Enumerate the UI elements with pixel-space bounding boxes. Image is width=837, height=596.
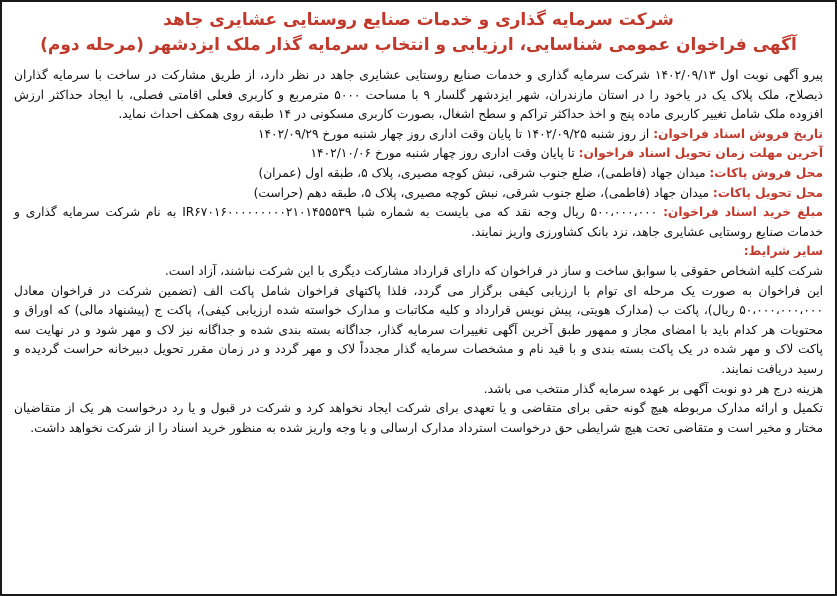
company-title: شرکت سرمایه گذاری و خدمات صنایع روستایی عشایری جاهد	[163, 10, 674, 30]
detail-label: محل تحویل پاکات:	[712, 185, 823, 200]
notice-header	[14, 8, 823, 58]
intro-paragraph: پیرو آگهی نوبت اول ۱۴۰۲/۰۹/۱۳ شرکت سرمایه گذاری و خدمات صنایع روستایی عشایری جاهد در نظر دارد، از طریق مشارکت در ساخت با سرمایه گذاران ذیصلاح، ملک پلاک یک در یاخود را در استان مازندران، شهر ایزدشهر گلسار ۹ با مساحت ۵۰۰۰ مترمربع و کاربری فعلی اقامتی فصلی، با ایجاد حداکثر ارزش افزوده ملک شامل تغییر کاربری ماده پنج و اخذ حداکثر تراکم و سطح اشغال، بصورت کاربری مسکونی در ۱۴ طبقه روی همکف احداث نماید.	[14, 68, 823, 122]
terms-paragraph: این فراخوان به صورت یک مرحله ای توام با ارزیابی کیفی برگزار می گردد، فلذا پاکتهای فراخوان شامل پاکت الف (تضمین شرکت در فراخوان معادل ۵۰،۰۰۰،۰۰۰،۰۰۰ ریال)، پاکت ب (مدارک هویتی، پیش نویس قرارداد و کلیه مکاتبات و مدارک خواسته شده ارزیابی کیفی)، پاکت ج (پیشنهاد مالی) که اوراق و محتویات هر کدام باید با امضای مجاز و ممهور طبق آخرین آگهی تغییرات سرمایه گذار، جداگانه بسته بندی شده و جداگانه نیز لاک و مهر شود و در نهایت سه پاکت لاک و مهر شده در یک پاکت بسته بندی و با قید نام و مشخصات سرمایه گذار مجدداً لاک و مهر گردد و در زمان مقرر تحویل دبیرخانه حراست گردیده و رسید دریافت نمایند.	[14, 283, 823, 376]
detail-value: ۵۰۰،۰۰۰،۰۰۰ ریال وجه نقد که می بایست به شماره شبا IR۶۷۰۱۶۰۰۰۰۰۰۰۰۰۲۱۰۱۴۵۵۵۳۹ به نام شرکت سرمایه گذاری و خدمات صنایع روستایی عشایری جاهد، نزد بانک کشاورزی واریز نمایند.	[14, 205, 823, 239]
detail-value: از روز شنبه ۱۴۰۲/۰۹/۲۵ تا پایان وقت اداری روز چهار شنبه مورخ ۱۴۰۲/۰۹/۲۹	[257, 126, 654, 141]
detail-value: میدان جهاد (فاطمی)، ضلع جنوب شرقی، نبش کوچه مصیری، پلاک ۵، طبقه اول (عمران)	[258, 165, 710, 180]
terms-paragraph: شرکت کلیه اشخاص حقوقی با سوابق ساخت و ساز در فراخوان که دارای قرارداد مشارکت دیگری با این شرکت نباشند، آزاد است.	[164, 263, 823, 278]
detail-deadline	[14, 144, 823, 164]
detail-sale-location	[14, 164, 823, 184]
detail-sale-date	[14, 125, 823, 145]
detail-delivery-location	[14, 184, 823, 204]
notice-subtitle: آگهی فراخوان عمومی شناسایی، ارزیابی و انتخاب سرمایه گذار ملک ایزدشهر (مرحله دوم)	[40, 35, 797, 55]
detail-label: تاریخ فروش اسناد فراخوان:	[653, 126, 823, 141]
detail-value: میدان جهاد (فاطمی)، ضلع جنوب شرقی، نبش کوچه مصیری، پلاک ۵، طبقه دهم (حراست)	[253, 185, 713, 200]
terms-paragraph: هزینه درج هر دو نوبت آگهی بر عهده سرمایه گذار منتخب می باشد.	[483, 381, 823, 396]
other-terms-heading: سایر شرایط:	[743, 244, 823, 259]
terms-paragraph: تکمیل و ارائه مدارک مربوطه هیچ گونه حقی برای متقاضی و یا تعهدی برای شرکت ایجاد نخواهد کرد و شرکت در قبول و یا رد درخواست هر یک از متقاضیان مختار و مخیر است و متقاضی تحت هیچ شرایطی حق درخواست استرداد مدارک ارسالی و یا وجه واریز شده به منظور خرید اسناد را از شرکت نخواهد داشت.	[14, 401, 823, 435]
detail-label: آخرین مهلت زمان تحویل اسناد فراخوان:	[578, 146, 823, 161]
detail-value: تا پایان وقت اداری روز چهار شنبه مورخ ۱۴۰۲/۱۰/۰۶	[310, 146, 579, 161]
detail-label: محل فروش پاکات:	[709, 165, 823, 180]
detail-purchase-amount	[14, 203, 823, 242]
detail-label: مبلغ خرید اسناد فراخوان:	[663, 205, 824, 220]
